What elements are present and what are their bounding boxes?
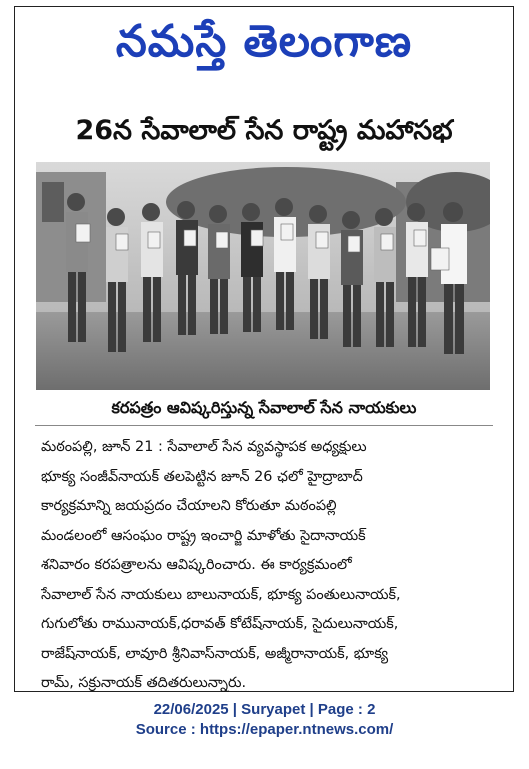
news-clipping <box>14 6 514 692</box>
publication-date-line: 22/06/2025 | Suryapet | Page : 2 <box>153 701 376 718</box>
article-body-line: గుగులోతు రామునాయక్,ధరావత్ కోటేష్‌నాయక్, సైదులునాయక్, <box>41 616 399 632</box>
newspaper-masthead: నమస్తే తెలంగాణ <box>115 16 413 67</box>
article-body <box>41 433 491 699</box>
article-body-line: రాజేష్‌నాయక్, లావూరి శ్రీనివాస్‌నాయక్, అజ్మీరానాయక్, భూక్య <box>41 645 389 662</box>
source-link[interactable]: Source : https://epaper.ntnews.com/ <box>135 721 394 738</box>
article-body-line: మండలంలో ఆసంఘం రాష్ట్ర ఇంచార్జి మాళోతు సైదానాయక్ <box>41 527 366 544</box>
clipping-footer <box>0 700 529 740</box>
group-photo-image <box>36 162 490 390</box>
article-body-line: సేవాలాల్ సేన నాయకులు బాలునాయక్, భూక్య పంతులునాయక్, <box>41 586 401 603</box>
article-headline: 26న సేవాలాల్ సేన రాష్ట్ర మహాసభ <box>75 115 453 146</box>
article-photo <box>36 162 490 390</box>
photo-caption: కరపత్రం ఆవిష్కరిస్తున్న సేవాలాల్ సేన నాయకులు <box>111 398 417 417</box>
article-body-line: కార్యక్రమాన్ని జయప్రదం చేయాలని కోరుతూ మఠంపల్లి <box>41 498 337 514</box>
article-body-line: శనివారం కరపత్రాలను ఆవిష్కరించారు. ఈ కార్యక్రమంలో <box>41 557 352 573</box>
article-body-line: మఠంపల్లి, జూన్ 21 : సేవాలాల్ సేన వ్యవస్థాపక అధ్యక్షులు <box>41 439 367 455</box>
caption-divider <box>35 425 493 426</box>
article-body-line: భూక్య సంజీవ్‌నాయక్ తలపెట్టిన జూన్ 26 ఛలో హైద్రాబాద్ <box>41 468 363 485</box>
article-body-line: రామ్, సక్రునాయక్ తదితరులున్నారు. <box>41 675 247 691</box>
